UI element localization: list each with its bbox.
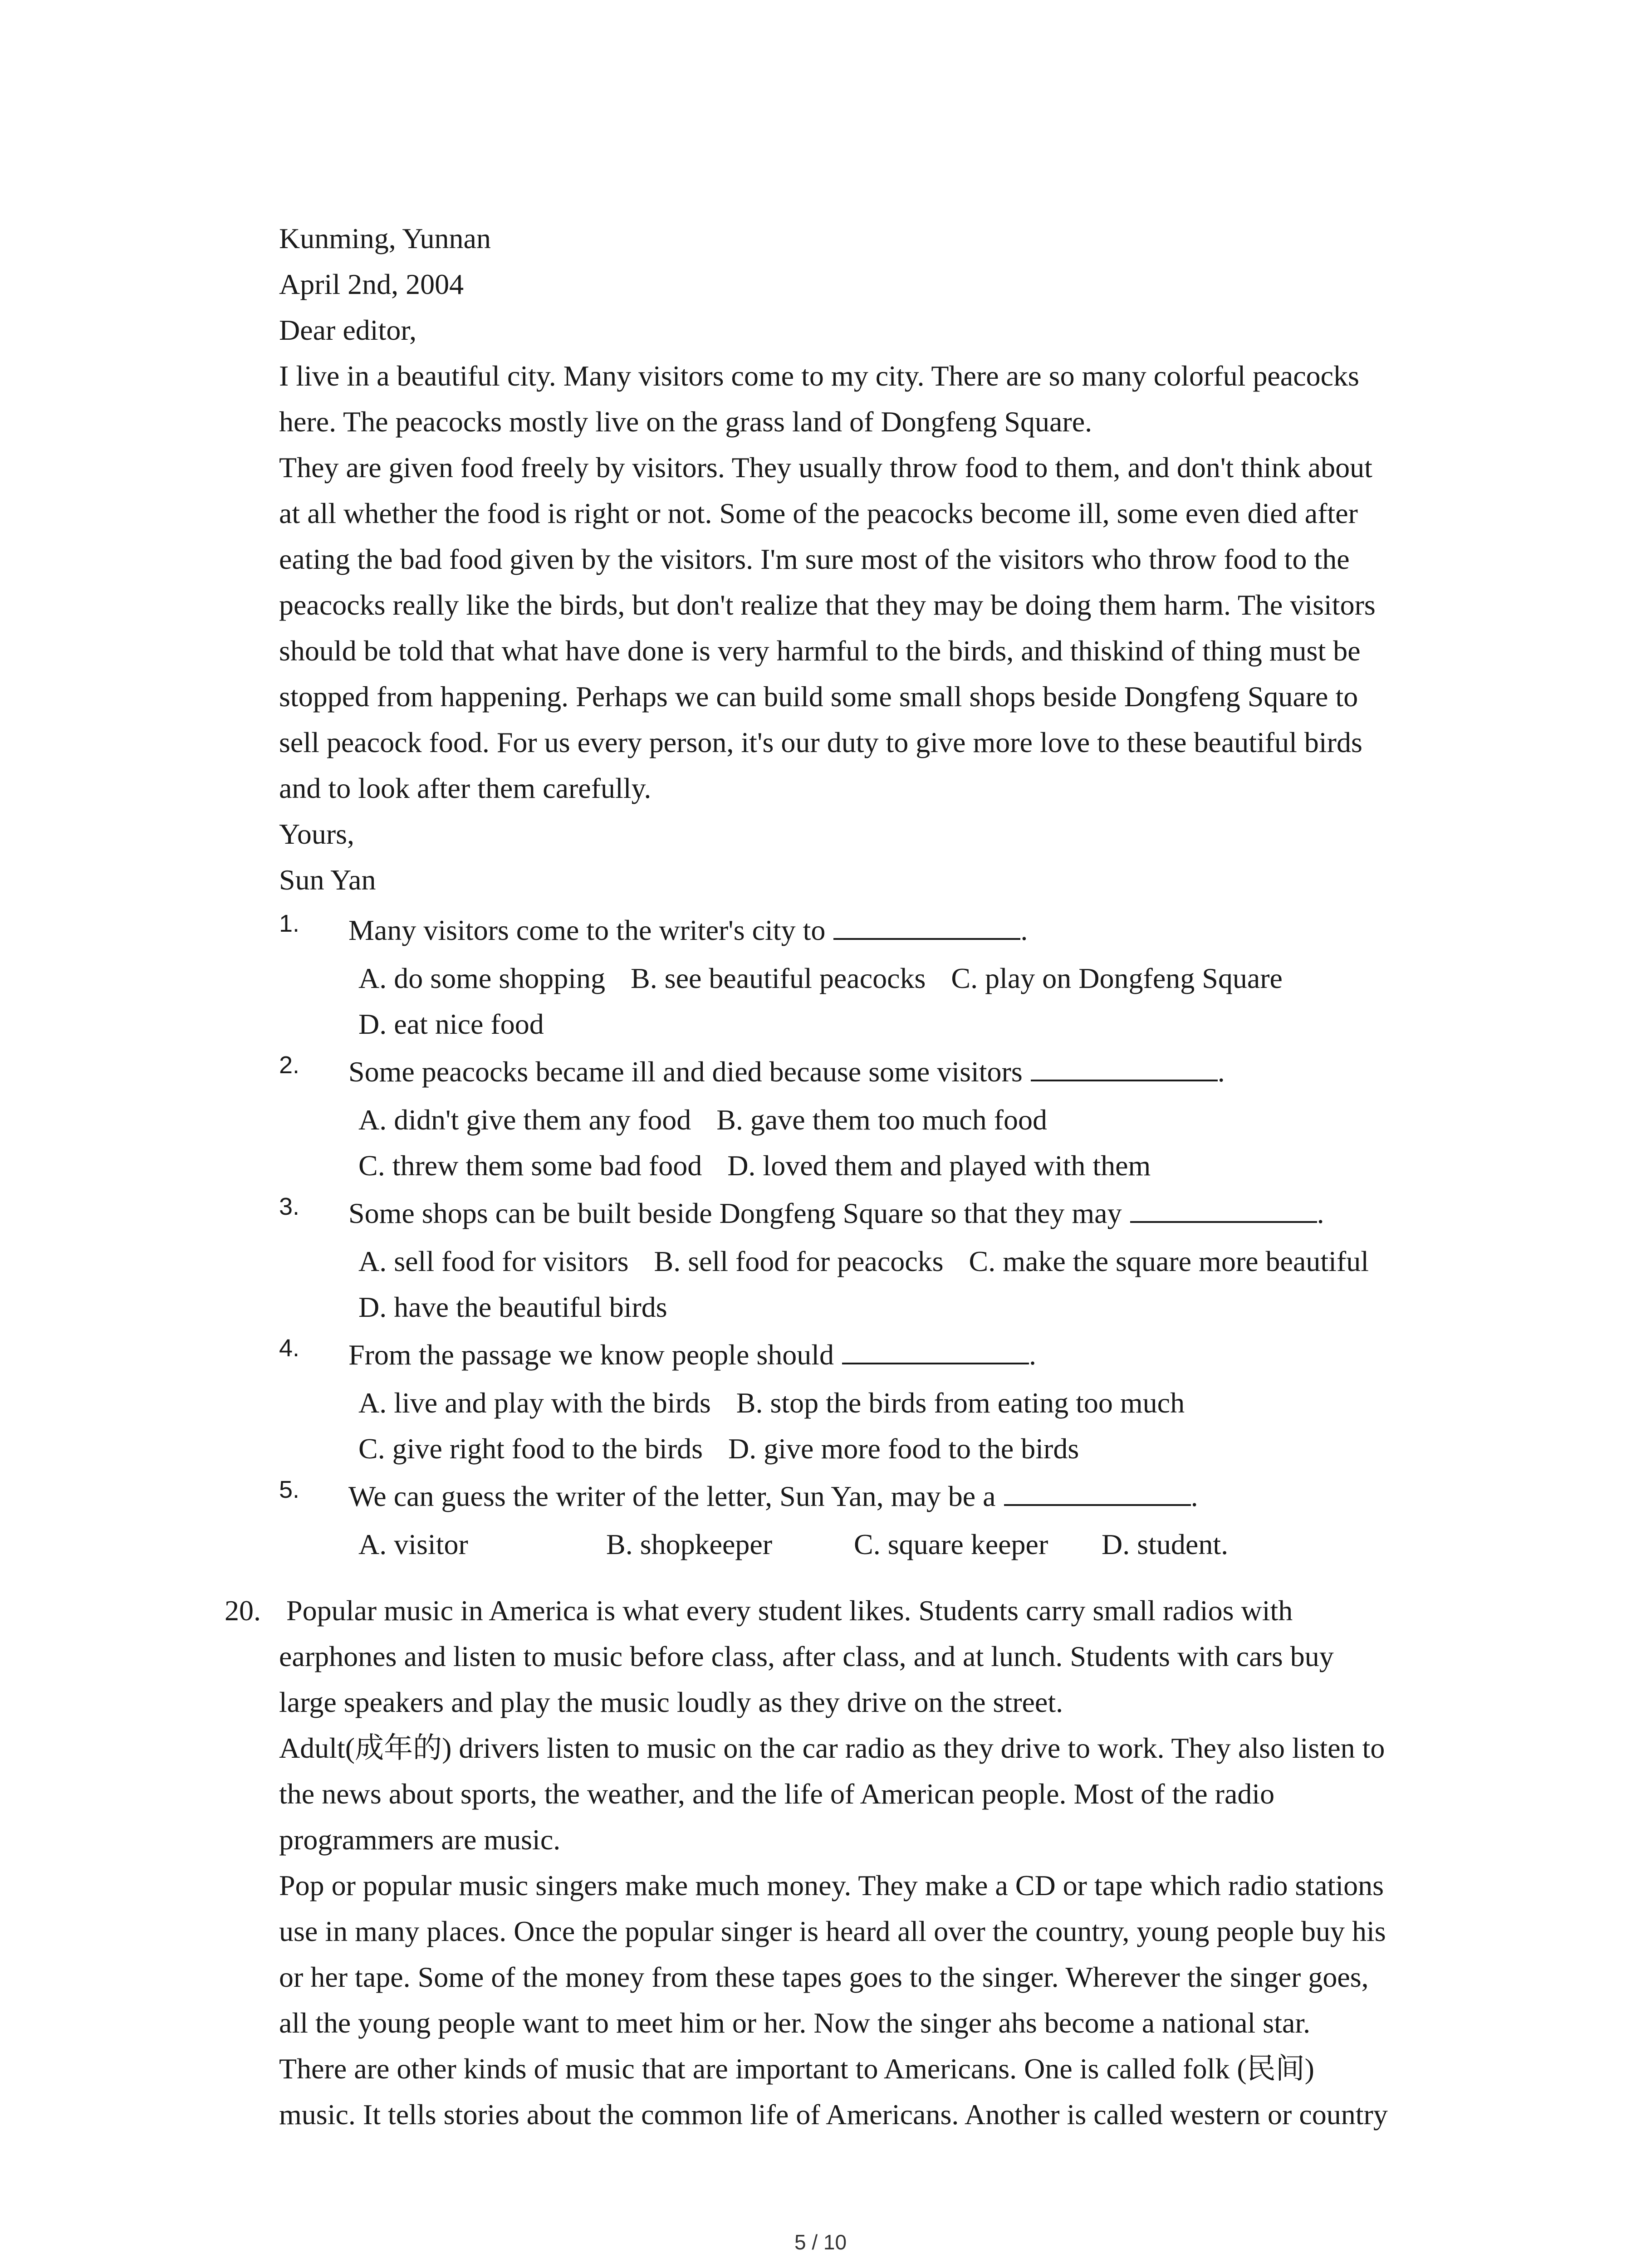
- answer-blank: [833, 910, 1020, 940]
- answer-blank: [1031, 1051, 1218, 1081]
- option-line: [279, 955, 1459, 1001]
- answer-blank: [1004, 1476, 1191, 1506]
- option-line: [279, 1521, 1459, 1567]
- option-line: [279, 1284, 1459, 1330]
- option-b: B. sell food for peacocks: [654, 1245, 944, 1277]
- question-end: .: [1217, 1056, 1225, 1088]
- option-b: B. stop the birds from eating too much: [736, 1387, 1185, 1419]
- option-a: A. visitor: [358, 1528, 468, 1560]
- option-c: C. give right food to the birds: [358, 1432, 703, 1465]
- option-d: D. student.: [1102, 1528, 1229, 1560]
- option-a: A. live and play with the birds: [358, 1387, 711, 1419]
- letter-body-line: eating the bad food given by the visitors. I'm sure most of the visitors who throw food to the: [279, 543, 1350, 575]
- answer-blank: [842, 1334, 1029, 1364]
- letter-salutation: Dear editor,: [279, 314, 417, 346]
- passage-line: music. It tells stories about the common life of Americans. Another is called western or country: [279, 2098, 1388, 2131]
- question-number: 4.: [279, 1334, 300, 1362]
- question-stem-text: Some shops can be built beside Dongfeng Square so that they may: [348, 1197, 1122, 1229]
- letter-body-line: peacocks really like the birds, but don't realize that they may be doing them harm. The visitors: [279, 589, 1376, 621]
- letter-body-line: sell peacock food. For us every person, it's our duty to give more love to these beautiful birds: [279, 726, 1362, 758]
- question-number: 2.: [279, 1051, 300, 1079]
- passage-line: large speakers and play the music loudly as they drive on the street.: [279, 1686, 1063, 1718]
- option-line: [279, 1426, 1459, 1471]
- letter-body-line: at all whether the food is right or not. Some of the peacocks become ill, some even died after: [279, 497, 1358, 529]
- question-stem: [279, 1047, 1459, 1097]
- question-list: [279, 905, 1459, 1567]
- option-a: A. do some shopping: [358, 962, 605, 994]
- letter-body: [279, 353, 1459, 811]
- question-3: [279, 1188, 1459, 1330]
- option-line: [279, 1097, 1459, 1143]
- question-4: [279, 1330, 1459, 1471]
- option-d: D. give more food to the birds: [728, 1432, 1079, 1465]
- option-b: B. shopkeeper: [606, 1528, 773, 1560]
- letter-body-line: should be told that what have done is very harmful to the birds, and thiskind of thing must be: [279, 635, 1361, 667]
- passage-line-text: Popular music in America is what every student likes. Students carry small radios with: [286, 1594, 1293, 1627]
- passage-line: programmers are music.: [279, 1823, 561, 1856]
- option-c: C. threw them some bad food: [358, 1149, 702, 1182]
- option-c: C. make the square more beautiful: [969, 1245, 1369, 1277]
- option-c: C. square keeper: [854, 1528, 1048, 1560]
- question-5: [279, 1471, 1459, 1567]
- passage-line: the news about sports, the weather, and the life of American people. Most of the radio: [279, 1778, 1275, 1810]
- letter-date: April 2nd, 2004: [279, 268, 464, 300]
- question-end: .: [1317, 1197, 1324, 1229]
- letter-body-line: They are given food freely by visitors. They usually throw food to them, and don't think about: [279, 451, 1372, 484]
- letter-closing: Yours,: [279, 818, 355, 850]
- passage-20: [225, 1588, 1472, 2137]
- letter-body-line: here. The peacocks mostly live on the grass land of Dongfeng Square.: [279, 406, 1092, 438]
- option-b: B. gave them too much food: [716, 1104, 1047, 1136]
- passage-number: 20.: [225, 1594, 261, 1627]
- passage-line: There are other kinds of music that are important to Americans. One is called folk (民间): [279, 2053, 1314, 2085]
- option-b: B. see beautiful peacocks: [631, 962, 926, 994]
- letter-signature: Sun Yan: [279, 864, 376, 896]
- letter-block: [279, 215, 1459, 1567]
- question-stem: [279, 1330, 1459, 1380]
- letter-body-line: I live in a beautiful city. Many visitors come to my city. There are so many colorful peacocks: [279, 360, 1359, 392]
- question-stem-text: Some peacocks became ill and died because some visitors: [348, 1056, 1023, 1088]
- question-number: 5.: [279, 1476, 300, 1503]
- question-number: 1.: [279, 910, 300, 937]
- passage-line: Pop or popular music singers make much money. They make a CD or tape which radio stations: [279, 1869, 1384, 1901]
- question-end: .: [1190, 1480, 1198, 1512]
- passage-line: or her tape. Some of the money from these tapes goes to the singer. Wherever the singer goes,: [279, 1961, 1369, 1993]
- question-stem-text: We can guess the writer of the letter, Sun Yan, may be a: [348, 1480, 996, 1512]
- passage-text: [225, 1588, 1472, 2137]
- option-a: A. didn't give them any food: [358, 1104, 691, 1136]
- passage-line: [279, 1588, 1472, 1633]
- option-d: D. loved them and played with them: [727, 1149, 1151, 1182]
- question-stem: [279, 1471, 1459, 1521]
- option-d: D. have the beautiful birds: [358, 1291, 667, 1323]
- question-1: [279, 905, 1459, 1047]
- question-number: 3.: [279, 1193, 300, 1220]
- question-2: [279, 1047, 1459, 1188]
- letter-address: Kunming, Yunnan: [279, 222, 491, 254]
- question-stem: [279, 905, 1459, 955]
- question-stem: [279, 1188, 1459, 1238]
- option-c: C. play on Dongfeng Square: [951, 962, 1283, 994]
- option-line: [279, 1001, 1459, 1047]
- letter-body-line: stopped from happening. Perhaps we can build some small shops beside Dongfeng Square to: [279, 680, 1358, 713]
- question-stem-text: Many visitors come to the writer's city to: [348, 914, 826, 946]
- answer-blank: [1130, 1193, 1317, 1223]
- passage-line: earphones and listen to music before class, after class, and at lunch. Students with cars buy: [279, 1640, 1334, 1672]
- page-number: 5 / 10: [794, 2230, 847, 2254]
- question-end: .: [1029, 1339, 1037, 1371]
- option-line: [279, 1380, 1459, 1426]
- option-d: D. eat nice food: [358, 1008, 544, 1040]
- option-line: [279, 1143, 1459, 1188]
- passage-line: Adult(成年的) drivers listen to music on the car radio as they drive to work. They also listen to: [279, 1732, 1385, 1764]
- passage-line: use in many places. Once the popular singer is heard all over the country, young people buy his: [279, 1915, 1386, 1947]
- option-line: [279, 1238, 1459, 1284]
- letter-body-line: and to look after them carefully.: [279, 772, 652, 804]
- question-end: .: [1020, 914, 1028, 946]
- option-a: A. sell food for visitors: [358, 1245, 629, 1277]
- passage-line: all the young people want to meet him or her. Now the singer ahs become a national star.: [279, 2007, 1311, 2039]
- question-stem-text: From the passage we know people should: [348, 1339, 834, 1371]
